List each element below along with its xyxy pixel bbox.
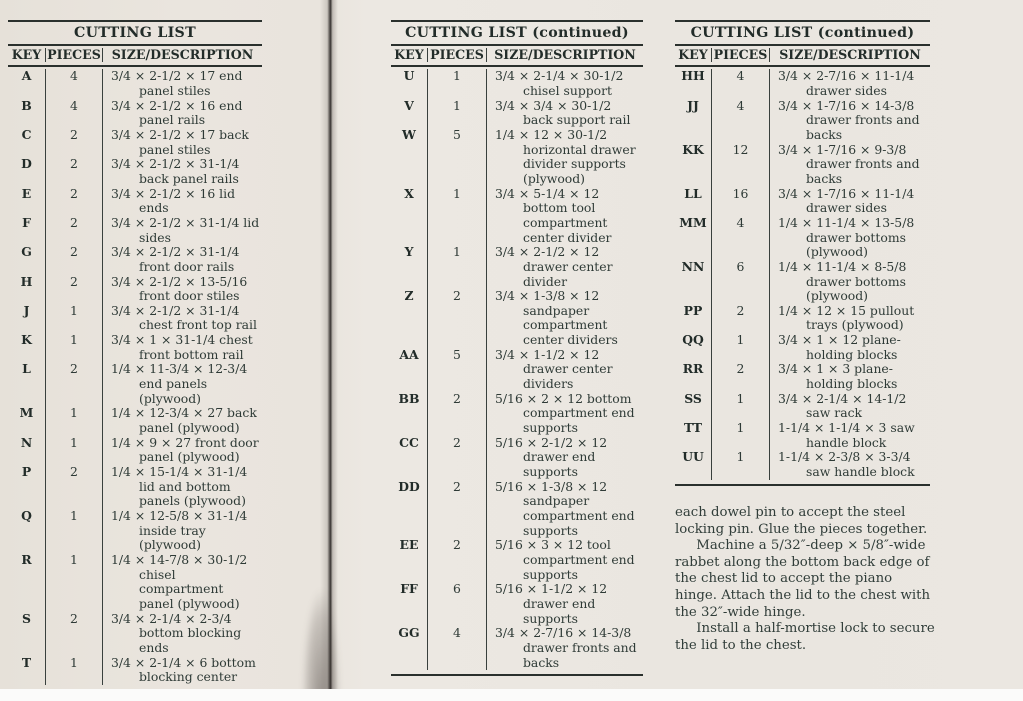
column-header-pieces: PIECES (712, 48, 770, 63)
table-row (8, 99, 262, 128)
pieces-cell: 5 (428, 128, 487, 187)
key-cell: RR (675, 362, 712, 391)
key-cell: K (8, 333, 46, 362)
table-row (391, 436, 643, 480)
pieces-cell: 1 (712, 333, 770, 362)
key-cell: U (391, 69, 428, 98)
table-row (391, 538, 643, 582)
table-row (391, 348, 643, 392)
size-description-cell: 3/4 × 1-7/16 × 11-1/4 drawer sides (778, 185, 915, 216)
key-cell: A (8, 69, 46, 98)
size-description-cell: 1-1/4 × 1-1/4 × 3 saw handle block (778, 420, 915, 450)
pieces-cell: 16 (712, 187, 770, 216)
key-cell: G (8, 245, 46, 274)
size-description-cell: 3/4 × 2-1/2 × 16 end panel rails (111, 97, 243, 128)
table-row (8, 157, 262, 186)
cutting-list-table-1 (8, 20, 262, 691)
book-gutter-shadow (320, 0, 338, 689)
table-row (8, 216, 262, 245)
table-row (8, 406, 262, 435)
pieces-cell: 4 (46, 99, 103, 128)
key-cell: V (391, 99, 428, 128)
table-body (675, 67, 930, 485)
size-description-cell: 1/4 × 12-3/4 × 27 back panel (plywood) (111, 405, 257, 436)
pieces-cell: 1 (46, 553, 103, 612)
size-description-cell: 3/4 × 2-1/2 × 31-1/4 chest front top rail (111, 302, 257, 333)
key-cell: DD (391, 480, 428, 539)
size-description-cell: 3/4 × 1-3/8 × 12 sandpaper compartment center dividers (495, 288, 618, 348)
pieces-cell: 1 (46, 656, 103, 685)
column-header-pieces: PIECES (428, 48, 487, 63)
pieces-cell: 2 (428, 392, 487, 436)
size-description-cell: 5/16 × 2 × 12 bottom compartment end supports (495, 390, 635, 436)
pieces-cell: 2 (46, 128, 103, 157)
size-description-cell: 3/4 × 2-1/4 × 30-1/2 chisel support (495, 68, 624, 98)
pieces-cell: 6 (428, 582, 487, 626)
key-cell: R (8, 553, 46, 612)
size-description-cell: 3/4 × 1-1/2 × 12 drawer center dividers (495, 346, 613, 392)
size-description-cell: 3/4 × 1 × 3 plane-holding blocks (778, 361, 898, 392)
table-row (8, 656, 262, 685)
size-description-cell: 1/4 × 12-5/8 × 31-1/4 inside tray (plywood) (111, 508, 248, 553)
table-row (675, 392, 930, 421)
key-cell: D (8, 157, 46, 186)
pieces-cell: 1 (428, 187, 487, 246)
key-cell: HH (675, 69, 712, 98)
pieces-cell: 2 (428, 538, 487, 582)
pieces-cell: 4 (428, 626, 487, 670)
table-row (391, 245, 643, 289)
instructions-text (675, 505, 935, 654)
pieces-cell: 2 (428, 480, 487, 539)
table-row (675, 450, 930, 479)
key-cell: UU (675, 450, 712, 479)
table-row (675, 143, 930, 187)
size-description-cell: 1/4 × 15-1/4 × 31-1/4 lid and bottom panels (plywood) (111, 464, 248, 509)
pieces-cell: 1 (428, 245, 487, 289)
size-description-cell: 5/16 × 2-1/2 × 12 drawer end supports (495, 434, 608, 480)
key-cell: W (391, 128, 428, 187)
size-description-cell: 3/4 × 2-1/4 × 2-3/4 bottom blocking ends (111, 610, 242, 655)
key-cell: GG (391, 626, 428, 670)
size-description-cell: 3/4 × 2-1/4 × 6 bottom blocking center (111, 654, 256, 685)
key-cell: CC (391, 436, 428, 480)
pieces-cell: 2 (46, 245, 103, 274)
size-description-cell: 1/4 × 14-7/8 × 30-1/2 chisel compartment panel (plywood) (111, 551, 248, 611)
size-description-cell: 3/4 × 2-1/2 × 31-1/4 lid sides (111, 214, 260, 245)
pieces-cell: 5 (428, 348, 487, 392)
pieces-cell: 1 (46, 509, 103, 553)
size-description-cell: 3/4 × 2-1/2 × 17 back panel stiles (111, 126, 249, 157)
pieces-cell: 1 (46, 406, 103, 435)
pieces-cell: 6 (712, 260, 770, 304)
table-row (8, 509, 262, 553)
column-header-key: KEY (8, 48, 46, 63)
table-row (8, 69, 262, 98)
size-description-cell: 1/4 × 9 × 27 front door panel (plywood) (111, 434, 259, 465)
key-cell: BB (391, 392, 428, 436)
table-row (8, 465, 262, 509)
size-description-cell: 3/4 × 2-1/2 × 13-5/16 front door stiles (111, 273, 248, 304)
key-cell: NN (675, 260, 712, 304)
key-cell: JJ (675, 99, 712, 143)
pieces-cell: 2 (428, 289, 487, 348)
key-cell: C (8, 128, 46, 157)
pieces-cell: 2 (46, 362, 103, 406)
pieces-cell: 4 (712, 69, 770, 98)
size-description-cell: 3/4 × 2-1/2 × 12 drawer center divider (495, 244, 613, 289)
table-row (391, 69, 643, 98)
pieces-cell: 1 (46, 304, 103, 333)
key-cell: TT (675, 421, 712, 450)
column-header-size-description: SIZE/DESCRIPTION (779, 46, 921, 62)
key-cell: H (8, 275, 46, 304)
table-row (391, 480, 643, 539)
table-row (675, 304, 930, 333)
table-row (675, 69, 930, 98)
key-cell: N (8, 436, 46, 465)
table-title: CUTTING LIST (continued) (675, 22, 930, 46)
table-row (8, 275, 262, 304)
key-cell: B (8, 99, 46, 128)
key-cell: M (8, 406, 46, 435)
table-row (391, 99, 643, 128)
table-row (8, 612, 262, 656)
table-row (8, 128, 262, 157)
key-cell: E (8, 187, 46, 216)
pieces-cell: 4 (46, 69, 103, 98)
photo-bottom-edge (0, 689, 1023, 701)
table-row (8, 187, 262, 216)
pieces-cell: 2 (46, 157, 103, 186)
key-cell: MM (675, 216, 712, 260)
table-row (675, 99, 930, 143)
column-header-pieces: PIECES (46, 48, 103, 63)
key-cell: LL (675, 187, 712, 216)
column-header-key: KEY (391, 48, 428, 63)
pieces-cell: 2 (46, 465, 103, 509)
instructions-paragraph-1: each dowel pin to accept the steel locking pin. Glue the pieces together. (675, 505, 928, 537)
table-row (391, 582, 643, 626)
pieces-cell: 1 (712, 392, 770, 421)
pieces-cell: 1 (46, 333, 103, 362)
key-cell: PP (675, 304, 712, 333)
pieces-cell: 1 (712, 421, 770, 450)
pieces-cell: 2 (428, 436, 487, 480)
size-description-cell: 3/4 × 2-1/2 × 31-1/4 front door rails (111, 244, 240, 274)
pieces-cell: 2 (46, 187, 103, 216)
column-header-size-description: SIZE/DESCRIPTION (111, 46, 254, 62)
key-cell: F (8, 216, 46, 245)
table-row (8, 333, 262, 362)
cutting-list-table-2 (391, 20, 643, 676)
table-row (675, 216, 930, 260)
table-header-row (391, 46, 643, 68)
key-cell: X (391, 187, 428, 246)
pieces-cell: 4 (712, 99, 770, 143)
pieces-cell: 2 (712, 362, 770, 391)
size-description-cell: 1/4 × 11-1/4 × 8-5/8 drawer bottoms (plywood) (778, 258, 907, 304)
table-header-row (675, 46, 930, 68)
size-description-cell: 3/4 × 5-1/4 × 12 bottom tool compartment center divider (495, 185, 612, 245)
size-description-cell: 1/4 × 12 × 30-1/2 horizontal drawer divider supports (plywood) (495, 126, 636, 186)
table-row (8, 304, 262, 333)
table-row (391, 626, 643, 670)
pieces-cell: 2 (46, 275, 103, 304)
table-row (8, 553, 262, 612)
size-description-cell: 3/4 × 2-7/16 × 14-3/8 drawer fronts and backs (495, 625, 637, 670)
size-description-cell: 1-1/4 × 2-3/8 × 3-3/4 saw handle block (778, 449, 915, 480)
table-row (391, 289, 643, 348)
key-cell: Q (8, 509, 46, 553)
table-body (8, 67, 262, 691)
key-cell: L (8, 362, 46, 406)
table-row (675, 187, 930, 216)
pieces-cell: 1 (428, 69, 487, 98)
key-cell: SS (675, 392, 712, 421)
size-description-cell: 3/4 × 2-1/2 × 17 end panel stiles (111, 68, 243, 98)
size-description-cell: 3/4 × 1 × 31-1/4 chest front bottom rail (111, 332, 253, 362)
key-cell: Z (391, 289, 428, 348)
key-cell: QQ (675, 333, 712, 362)
table-row (675, 260, 930, 304)
pieces-cell: 2 (46, 612, 103, 656)
table-row (675, 362, 930, 391)
key-cell: P (8, 465, 46, 509)
pieces-cell: 4 (712, 216, 770, 260)
instructions-paragraph-2: Machine a 5/32″-deep × 5/8″-wide rabbet along the bottom back edge of the chest lid to accept the piano hinge. Attach the lid to the chest with the 32″-wide hinge. (675, 538, 931, 620)
key-cell: EE (391, 538, 428, 582)
key-cell: Y (391, 245, 428, 289)
size-description-cell: 3/4 × 1-7/16 × 14-3/8 drawer fronts and backs (778, 97, 920, 142)
pieces-cell: 1 (428, 99, 487, 128)
table-row (8, 245, 262, 274)
key-cell: KK (675, 143, 712, 187)
cutting-list-table-3 (675, 20, 930, 486)
size-description-cell: 3/4 × 3/4 × 30-1/2 back support rail (495, 97, 631, 128)
table-row (391, 128, 643, 187)
key-cell: FF (391, 582, 428, 626)
key-cell: AA (391, 348, 428, 392)
column-header-key: KEY (675, 48, 712, 63)
size-description-cell: 3/4 × 1 × 12 plane-holding blocks (778, 332, 901, 362)
table-body (391, 67, 643, 676)
size-description-cell: 3/4 × 2-1/2 × 31-1/4 back panel rails (111, 156, 240, 186)
key-cell: J (8, 304, 46, 333)
size-description-cell: 3/4 × 2-1/2 × 16 lid ends (111, 185, 236, 216)
table-title: CUTTING LIST (8, 22, 262, 46)
pieces-cell: 12 (712, 143, 770, 187)
instructions-paragraph-3: Install a half-mortise lock to secure the lid to the chest. (675, 621, 935, 653)
size-description-cell: 3/4 × 2-7/16 × 11-1/4 drawer sides (778, 68, 915, 98)
size-description-cell: 5/16 × 1-1/2 × 12 drawer end supports (495, 581, 608, 626)
size-description-cell: 1/4 × 12 × 15 pullout trays (plywood) (778, 302, 915, 333)
size-description-cell: 1/4 × 11-3/4 × 12-3/4 end panels (plywood) (111, 361, 248, 406)
table-row (391, 187, 643, 246)
size-description-cell: 3/4 × 1-7/16 × 9-3/8 drawer fronts and backs (778, 141, 920, 186)
pieces-cell: 1 (712, 450, 770, 479)
pieces-cell: 2 (46, 216, 103, 245)
table-row (675, 333, 930, 362)
table-header-row (8, 46, 262, 68)
pieces-cell: 2 (712, 304, 770, 333)
table-title: CUTTING LIST (continued) (391, 22, 643, 46)
column-header-size-description: SIZE/DESCRIPTION (494, 46, 636, 62)
table-row (391, 392, 643, 436)
size-description-cell: 1/4 × 11-1/4 × 13-5/8 drawer bottoms (plywood) (778, 214, 915, 260)
size-description-cell: 3/4 × 2-1/4 × 14-1/2 saw rack (778, 390, 907, 421)
table-row (8, 436, 262, 465)
key-cell: T (8, 656, 46, 685)
key-cell: S (8, 612, 46, 656)
table-row (8, 362, 262, 406)
pieces-cell: 1 (46, 436, 103, 465)
table-row (675, 421, 930, 450)
size-description-cell: 5/16 × 3 × 12 tool compartment end supports (495, 537, 635, 582)
size-description-cell: 5/16 × 1-3/8 × 12 sandpaper compartment end supports (495, 478, 635, 538)
